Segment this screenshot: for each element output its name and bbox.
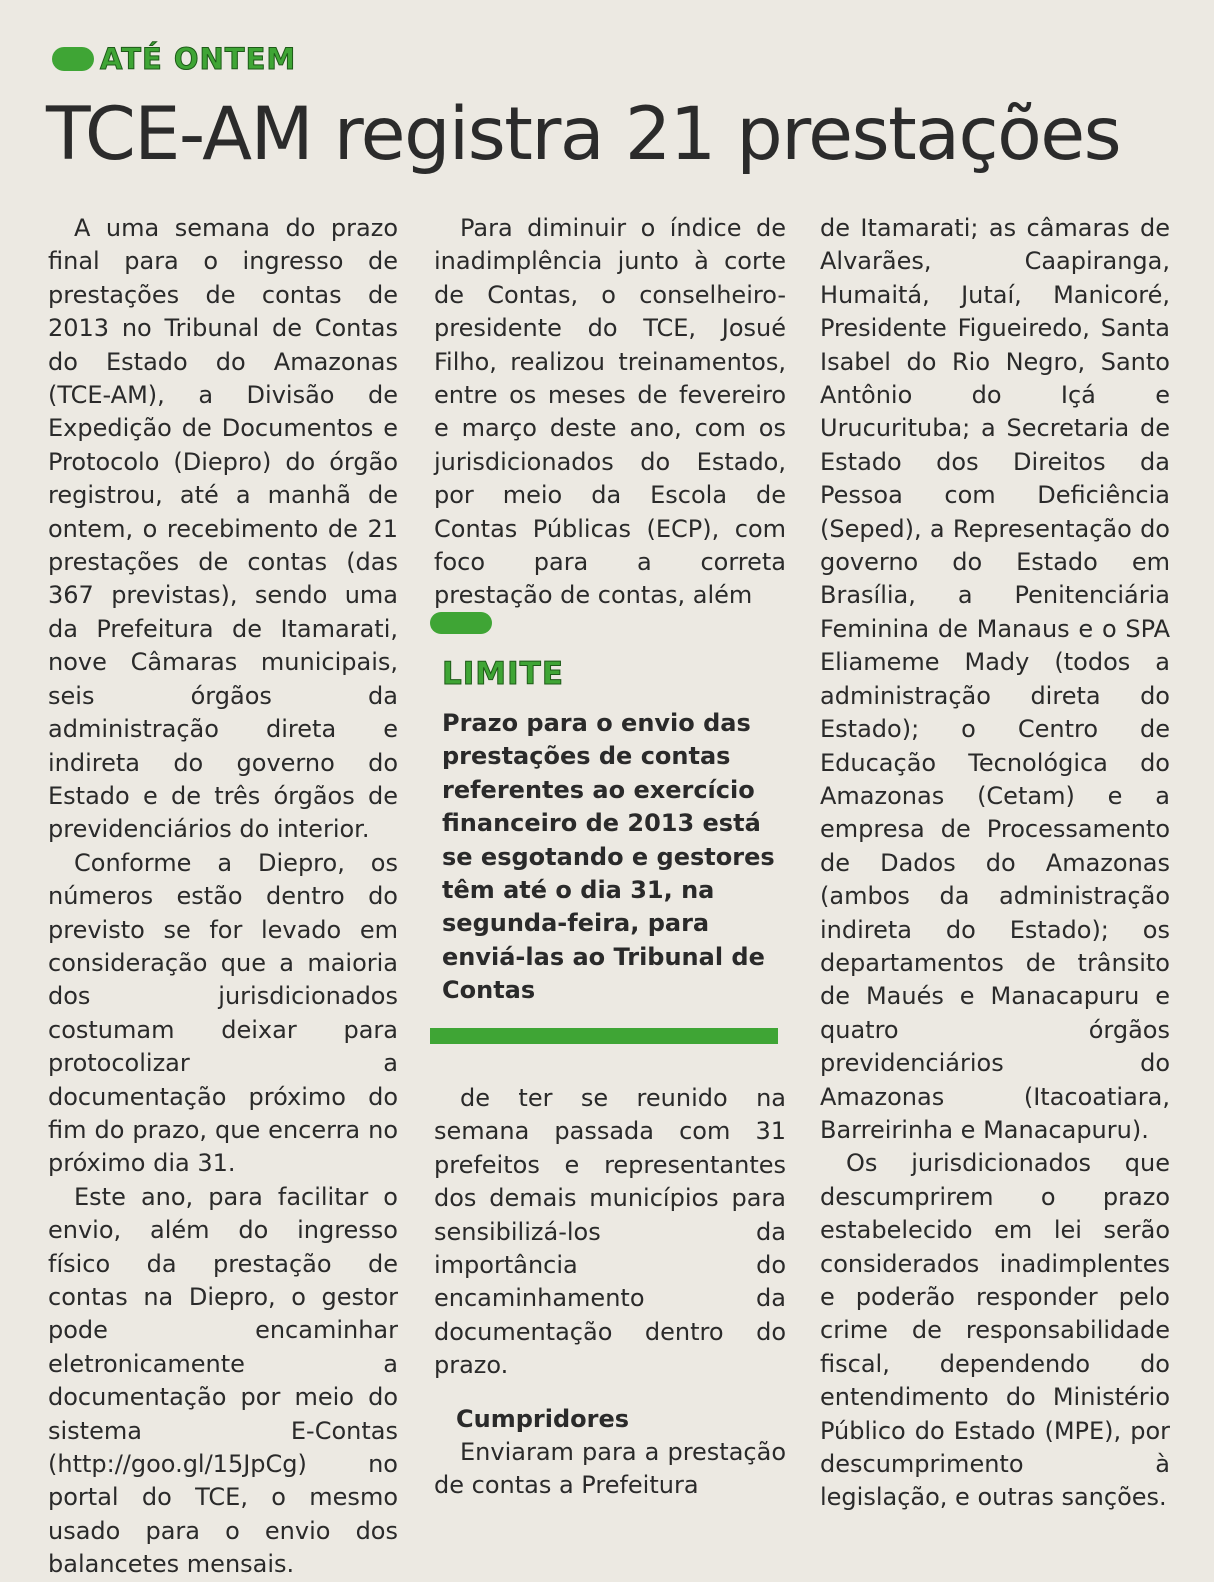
paragraph: Conforme a Diepro, os números estão dentro do previsto se for levado em consideração que a maioria dos jurisdicionados costumam deixar para protocolizar a documentação próximo do fim do prazo, que encerra no próximo dia 31.	[48, 848, 398, 1178]
article-column-2-top	[434, 212, 786, 613]
paragraph: Para diminuir o índice de inadimplência junto à corte de Contas, o conselheiro-presidente do TCE, Josué Filho, realizou treinamentos, entre os meses de fevereiro e março deste ano, com os jurisdicionados do Estado, por meio da Escola de Contas Públicas (ECP), com foco para a correta prestação de contas, além	[434, 214, 786, 610]
paragraph: de ter se reunido na semana passada com 31 prefeitos e representantes dos demais municípios para sensibilizá-los da importância do encaminhamento da documentação dentro do prazo.	[434, 1084, 786, 1380]
box-title: LIMITE	[442, 656, 564, 692]
box-divider	[430, 1028, 778, 1044]
kicker-label: ATÉ ONTEM	[100, 42, 297, 76]
box-pill-icon	[430, 612, 492, 634]
headline: TCE-AM registra 21 prestações	[46, 92, 1121, 177]
box-text: Prazo para o envio das prestações de contas referentes ao exercício financeiro de 2013 está se esgotando e gestores têm até o dia 31, na segunda-feira, para enviá-las ao Tribunal de Contas	[442, 709, 775, 1005]
paragraph: Este ano, para facilitar o envio, além do ingresso físico da prestação de contas na Diepro, o gestor pode encaminhar eletronicamente a documentação por meio do sistema E-Contas (http://goo.gl/15JpCg) no portal do TCE, o mesmo usado para o envio dos balancetes mensais.	[48, 1182, 398, 1579]
article-column-1	[48, 212, 398, 1582]
kicker-pill-icon	[52, 47, 94, 71]
paragraph: Os jurisdicionados que descumprirem o prazo estabelecido em lei serão considerados inadimplentes e poderão responder pelo crime de responsabilidade fiscal, dependendo do entendimento do Ministério Público do Estado (MPE), por descumprimento à legislação, e outras sanções.	[820, 1149, 1170, 1512]
paragraph: Enviaram para a prestação de contas a Prefeitura	[434, 1438, 786, 1500]
article-column-2-bottom	[434, 1082, 786, 1503]
paragraph: de Itamarati; as câmaras de Alvarães, Caapiranga, Humaitá, Jutaí, Manicoré, Presidente Figueiredo, Santa Isabel do Rio Negro, Santo Antônio do Içá e Urucurituba; a Secretaria de Estado dos Direitos da Pessoa com Deficiência (Seped), a Representação do governo do Estado em Brasília, a Penitenciária Feminina de Manaus e o SPA Eliameme Mady (todos a administração direta do Estado); o Centro de Educação Tecnológica do Amazonas (Cetam) e a empresa de Processamento de Dados do Amazonas (ambos da administração indireta do Estado); os departamentos de trânsito de Maués e Manacapuru e quatro órgãos previdenciários do Amazonas (Itacoatiara, Barreirinha e Manacapuru).	[820, 214, 1170, 1144]
section-kicker	[52, 42, 296, 76]
paragraph: A uma semana do prazo final para o ingresso de prestações de contas de 2013 no Tribunal de Contas do Estado do Amazonas (TCE-AM), a Divisão de Expedição de Documentos e Protocolo (Diepro) do órgão registrou, até a manhã de ontem, o recebimento de 21 prestações de contas (das 367 previstas), sendo uma da Prefeitura de Itamarati, nove Câmaras municipais, seis órgãos da administração direta e indireta do governo do Estado e de três órgãos de previdenciários do interior.	[48, 214, 398, 844]
subhead: Cumpridores	[456, 1404, 630, 1433]
article-column-3	[820, 212, 1170, 1515]
